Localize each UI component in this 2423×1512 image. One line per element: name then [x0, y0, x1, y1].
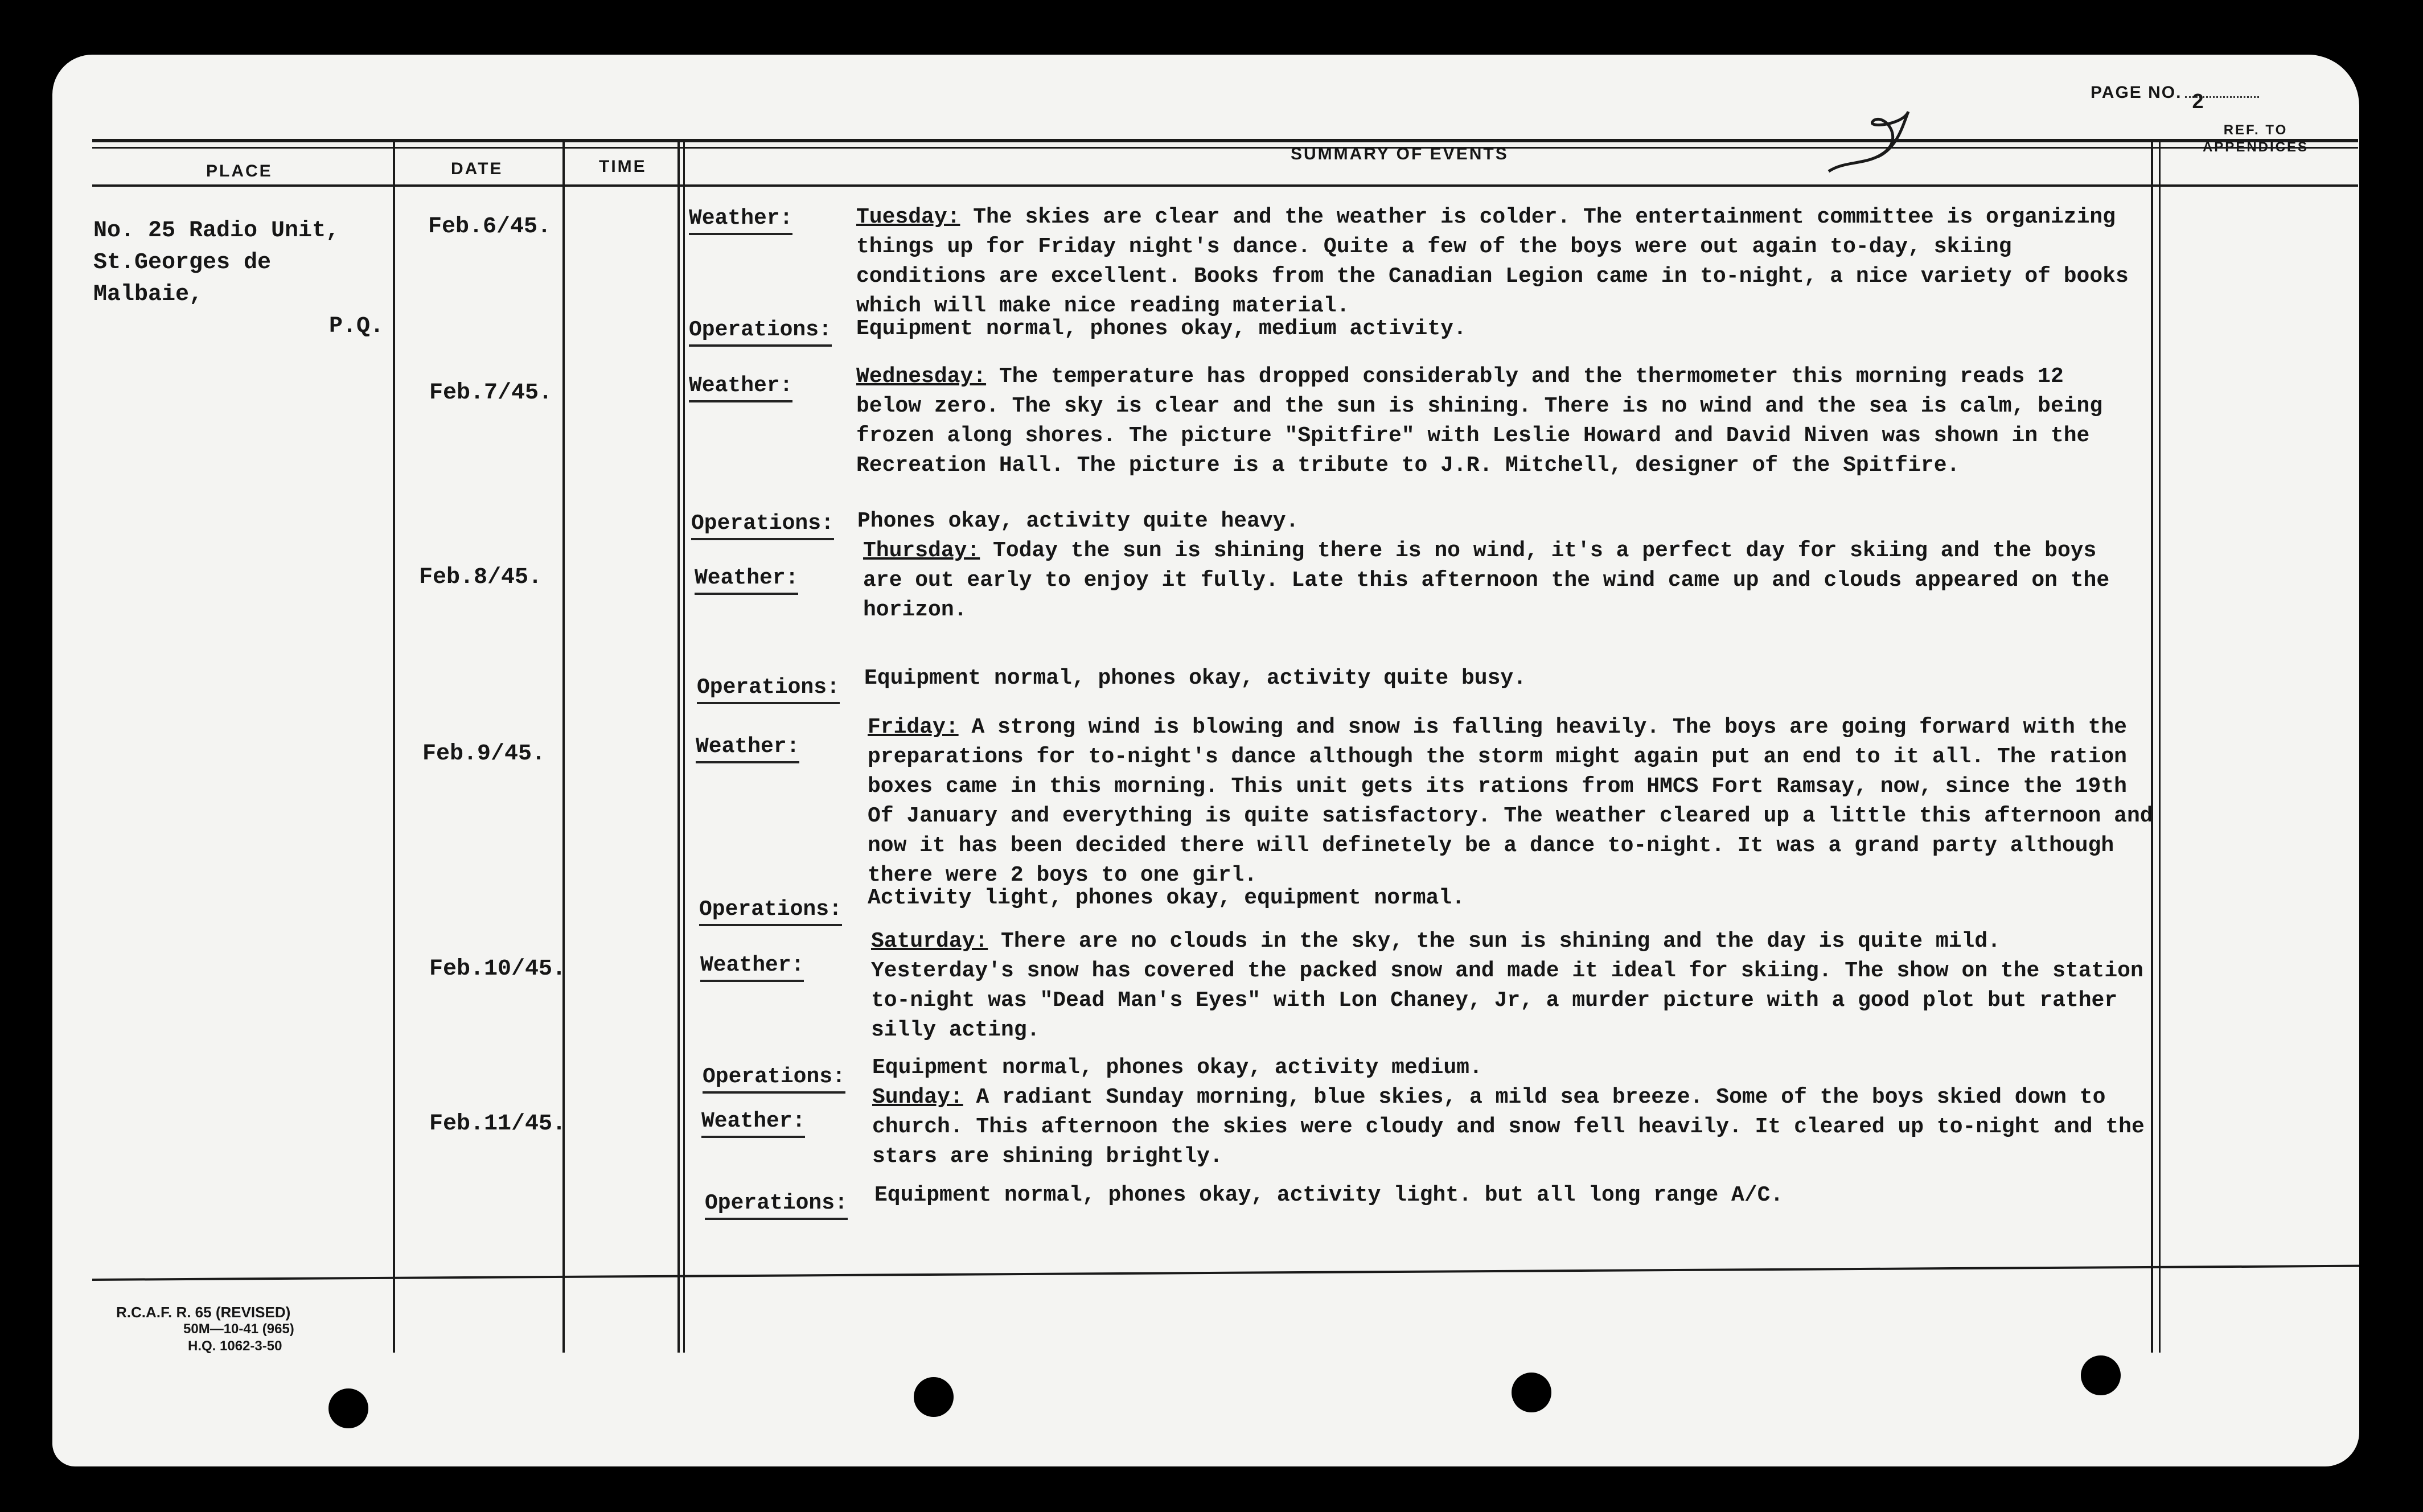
operations-label: Operations:: [689, 318, 832, 347]
date-feb-11: Feb.11/45.: [429, 1111, 566, 1137]
date-feb-7: Feb.7/45.: [429, 380, 553, 406]
weather-entry-feb-6: Tuesday: The skies are clear and the weather is colder. The entertainment committee is organizing things up for Friday night's dance. Quite a few of the boys were out again to-day, skiing conditions are excellent. Books from the Canadian Legion came in to-night, a nice variety of books which will make nice reading material.: [856, 205, 2129, 318]
weather-entry-feb-9: Friday: A strong wind is blowing and snow is falling heavily. The boys are going forward with the preparations for to-night's dance although the storm might again put an end to it all. The ration boxes came in this morning. This unit gets its rations from HMCS Fort Ramsay, now, since the 19th Of January and everything is quite satisfactory. The weather cleared up a little this afternoon and now it has been decided there will definetely be a dance to-night. It was a grand party although there were 2 boys to one girl.: [868, 715, 2153, 888]
weather-label: Weather:: [700, 953, 804, 982]
binder-hole: [328, 1388, 368, 1428]
date-feb-6: Feb.6/45.: [428, 214, 552, 240]
header-time: TIME: [599, 157, 647, 176]
header-date: DATE: [451, 159, 503, 178]
operations-entry-feb-11: Equipment normal, phones okay, activity light. but all long range A/C.: [874, 1183, 1784, 1207]
header-top-rule-thin: [92, 147, 2358, 149]
binder-hole: [914, 1377, 954, 1417]
column-divider-time-double: [683, 140, 685, 1353]
date-feb-9: Feb.9/45.: [422, 741, 546, 767]
initials-mark: [1817, 103, 1925, 177]
column-divider-time: [677, 140, 680, 1353]
weather-entry-feb-10: Saturday: There are no clouds in the sky, the sun is shining and the day is quite mild. Yesterday's snow has covered the packed snow and made it ideal for skiing. The show on the station to-night was "Dead Man's Eyes" with Lon Chaney, Jr, a murder picture with a good plot but rather silly acting.: [871, 929, 2143, 1042]
weather-label: Weather:: [695, 566, 798, 595]
operations-entry-feb-10: Equipment normal, phones okay, activity medium.: [872, 1055, 1482, 1080]
table-bottom-rule: [92, 1265, 2359, 1281]
weather-entry-feb-7: Wednesday: The temperature has dropped considerably and the thermometer this morning reads 12 below zero. The sky is clear and the sun is shining. There is no wind and the sea is calm, being frozen along shores. The picture "Spitfire" with Leslie Howard and David Niven was shown in the Recreation Hall. The picture is a tribute to J.R. Mitchell, designer of the Spitfire.: [856, 364, 2103, 478]
column-divider-place: [393, 140, 395, 1353]
operations-entry-feb-9: Activity light, phones okay, equipment normal.: [868, 886, 1465, 910]
form-number: R.C.A.F. R. 65 (REVISED) 50M—10-41 (965) H.Q. 1062-3-50: [116, 1304, 294, 1354]
operations-entry-feb-8: Equipment normal, phones okay, activity quite busy.: [864, 666, 1526, 691]
header-top-rule: [92, 139, 2358, 142]
date-feb-10: Feb.10/45.: [429, 956, 566, 982]
header-summary: SUMMARY OF EVENTS: [1291, 145, 1509, 163]
weather-label: Weather:: [689, 206, 792, 235]
weather-label: Weather:: [689, 373, 792, 402]
date-feb-8: Feb.8/45.: [419, 565, 543, 590]
operations-label: Operations:: [691, 511, 834, 540]
operations-entry-feb-7: Phones okay, activity quite heavy.: [857, 509, 1299, 533]
header-ref-appendices: REF. TO APPENDICES: [2202, 122, 2309, 155]
header-bottom-rule: [92, 184, 2358, 187]
operations-label: Operations:: [699, 897, 842, 926]
place-cell: No. 25 Radio Unit, St.Georges de Malbaie, P.Q.: [93, 218, 384, 339]
binder-hole: [1512, 1373, 1551, 1412]
header-place: PLACE: [206, 162, 273, 180]
diary-page: [52, 55, 2359, 1466]
page-number: PAGE NO. 2: [2091, 83, 2259, 102]
weather-label: Weather:: [701, 1109, 805, 1138]
weather-entry-feb-8: Thursday: Today the sun is shining there is no wind, it's a perfect day for skiing and the boys are out early to enjoy it fully. Late this afternoon the wind came up and clouds appeared on the horizon.: [863, 539, 2110, 622]
operations-entry-feb-6: Equipment normal, phones okay, medium activity.: [856, 317, 1467, 341]
weather-entry-feb-11: Sunday: A radiant Sunday morning, blue skies, a mild sea breeze. Some of the boys skied down to church. This afternoon the skies were cloudy and snow fell heavily. It cleared up to-night and the stars are shining brightly.: [872, 1085, 2145, 1169]
binder-hole: [2081, 1355, 2121, 1395]
operations-label: Operations:: [697, 675, 840, 704]
operations-label: Operations:: [705, 1191, 848, 1220]
operations-label: Operations:: [703, 1065, 845, 1094]
column-divider-date: [562, 140, 565, 1353]
weather-label: Weather:: [696, 734, 799, 763]
